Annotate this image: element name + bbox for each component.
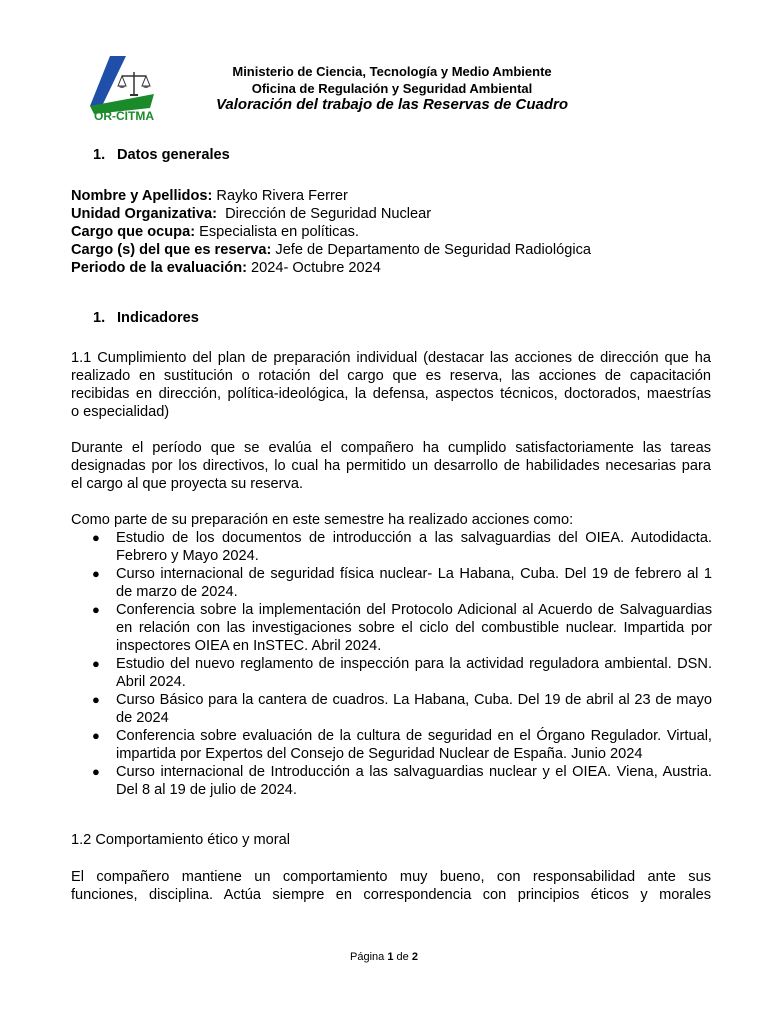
paragraph-line: El compañero mantiene un comportamiento muy bueno, con responsabilidad ante sus [71,869,711,885]
list-item [90,655,712,691]
field-cargo-reserva [71,241,591,259]
paragraph-line: 1.1 Cumplimiento del plan de preparación individual (destacar las acciones de dirección que ha [71,350,711,366]
paragraph-line: funciones, disciplina. Actúa siempre en correspondencia con principios éticos y morales [71,887,711,903]
paragraph-line: o especialidad) [71,404,170,420]
list-item [90,529,712,565]
paragraph-line: realizado en sustitución o rotación del cargo que es reserva, las acciones de capacitación [71,368,711,384]
paragraph-1-1 [71,349,711,421]
footer-middle: de [393,951,412,963]
field-nombre [71,187,348,205]
list-item-text: Estudio de los documentos de introducción a las salvaguardias del OIEA. Autodidacta. Febrero y Mayo 2024. [116,530,712,564]
paragraph-line: designadas por los directivos, lo cual ha permitido un desarrollo de habilidades necesarias para [71,458,711,474]
field-periodo [71,259,381,277]
section-title: Indicadores [117,310,199,326]
field-value: Rayko Rivera Ferrer [212,188,348,204]
paragraph-como-parte: Como parte de su preparación en este semestre ha realizado acciones como: [71,512,574,528]
section-heading-indicadores [93,310,199,326]
current-page: 1 [387,951,394,963]
list-item-text: Curso internacional de seguridad física nuclear- La Habana, Cuba. Del 19 de febrero al 1 de marzo de 2024. [116,566,712,600]
field-value: Jefe de Departamento de Seguridad Radiológica [271,242,591,258]
list-item [90,727,712,763]
logo-text: OR-CITMA [94,109,154,123]
section-heading-datos-generales [93,147,230,163]
field-label: Unidad Organizativa: [71,206,217,222]
page-footer [0,951,768,963]
ministry-name: Ministerio de Ciencia, Tecnología y Medio Ambiente [232,64,552,79]
document-title: Valoración del trabajo de las Reservas de Cuadro [215,96,569,113]
paragraph-durante [71,439,711,493]
office-name: Oficina de Regulación y Seguridad Ambiental [251,81,533,96]
list-item-text: Conferencia sobre evaluación de la cultura de seguridad en el Órgano Regulador. Virtual, impartida por Expertos del Consejo de Seguridad Nuclear de España. Junio 2024 [116,728,712,762]
list-item-text: Conferencia sobre la implementación del Protocolo Adicional al Acuerdo de Salvaguardias en relación con las investigaciones sobre el ciclo del combustible nuclear. Impartida por inspectores OIEA en InSTEC. Abril 2024. [116,602,712,654]
bullet-icon: ● [92,692,100,707]
paragraph-line: recibidas en dirección, política-ideológica, la defensa, aspectos técnicos, doctorados, maestrías [71,386,711,402]
subsection-title-1-2: 1.2 Comportamiento ético y moral [71,832,290,848]
footer-prefix: Página [350,951,388,963]
list-item-text: Curso internacional de Introducción a las salvaguardias nuclear y el OIEA. Viena, Austria. Del 8 al 19 de julio de 2024. [116,764,712,798]
total-pages: 2 [411,951,418,963]
field-label: Periodo de la evaluación: [71,260,247,276]
list-item-text: Estudio del nuevo reglamento de inspección para la actividad reguladora ambiental. DSN. Abril 2024. [116,656,712,690]
section-number: 1. [93,310,106,326]
list-item [90,601,712,655]
field-cargo [71,223,359,241]
list-item [90,565,712,601]
section-title: Datos generales [117,147,230,163]
field-label: Cargo (s) del que es reserva: [71,242,272,258]
bullet-icon: ● [92,656,100,671]
bullet-icon: ● [92,764,100,779]
bullet-icon: ● [92,566,100,581]
field-label: Cargo que ocupa: [71,224,196,240]
actions-list [90,529,712,799]
list-item [90,763,712,799]
paragraph-etico [71,868,711,904]
field-unidad [71,205,431,223]
paragraph-line: Durante el período que se evalúa el compañero ha cumplido satisfactoriamente las tareas [71,440,711,456]
paragraph-line: el cargo al que proyecta su reserva. [71,476,304,492]
bullet-icon: ● [92,728,100,743]
list-item-text: Curso Básico para la cantera de cuadros. La Habana, Cuba. Del 19 de abril al 23 de mayo de 2024 [116,692,712,726]
field-value: 2024- Octubre 2024 [247,260,381,276]
field-value: Dirección de Seguridad Nuclear [216,206,432,222]
bullet-icon: ● [92,602,100,617]
list-item [90,691,712,727]
field-label: Nombre y Apellidos: [71,188,213,204]
bullet-icon: ● [92,530,100,545]
field-value: Especialista en políticas. [195,224,359,240]
section-number: 1. [93,147,106,163]
